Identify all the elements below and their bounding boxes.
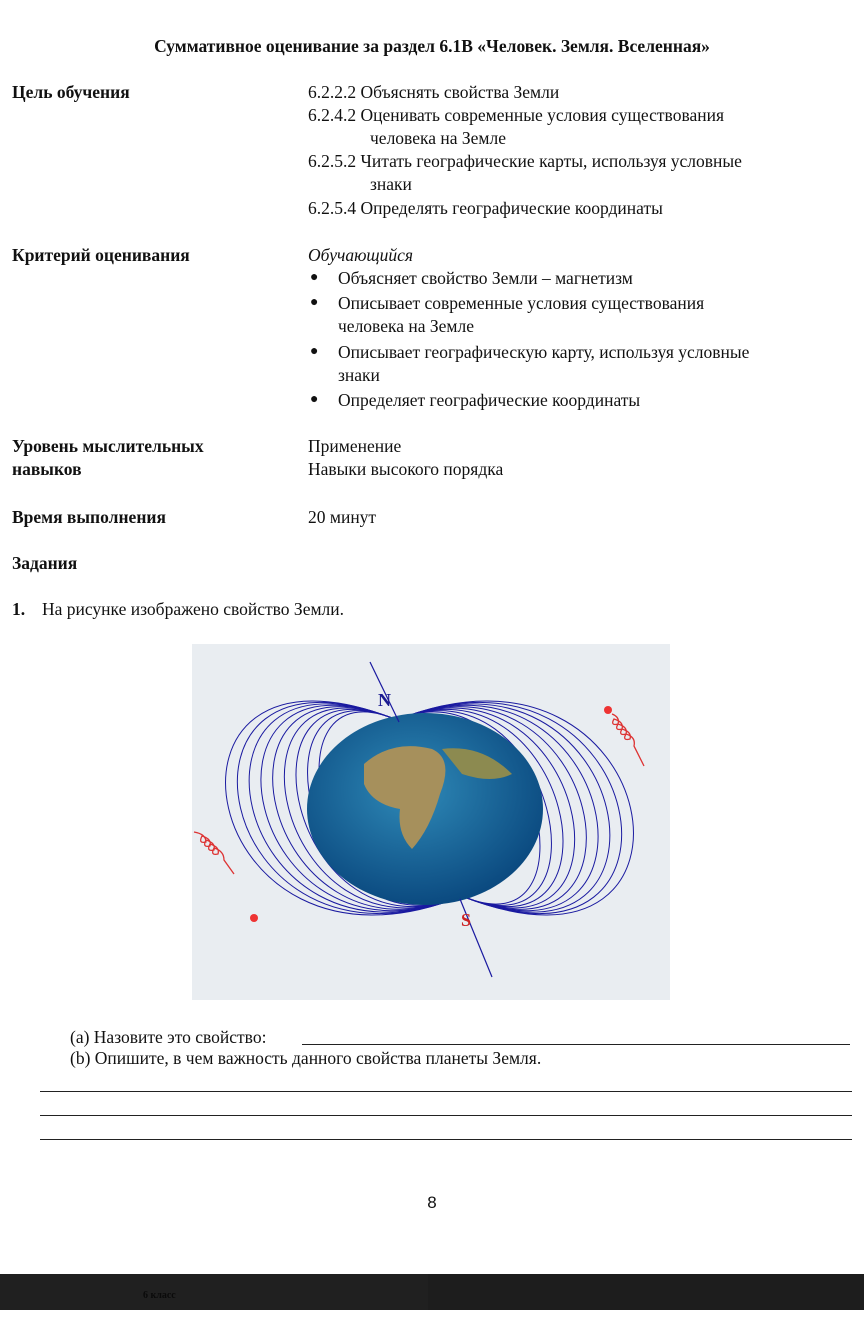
tasks-heading: Задания <box>12 553 78 573</box>
page-number: 8 <box>427 1193 437 1212</box>
answer-line-b[interactable] <box>40 1115 852 1116</box>
goal-item: человека на Земле <box>370 128 506 148</box>
goal-item: 6.2.4.2 Оценивать современные условия существования <box>308 105 725 125</box>
criteria-item: Описывает современные условия существования <box>338 293 705 313</box>
criteria-item: Определяет географические координаты <box>338 390 641 410</box>
criteria-item: Описывает географическую карту, используя условные <box>338 342 750 362</box>
goal-label: Цель обучения <box>12 82 130 102</box>
level-label: навыков <box>12 459 82 479</box>
answer-line-b[interactable] <box>40 1139 852 1140</box>
criteria-item: знаки <box>338 365 380 385</box>
goal-item: 6.2.5.4 Определять географические координаты <box>308 198 663 218</box>
page-title: Суммативное оценивание за раздел 6.1В «Человек. Земля. Вселенная» <box>154 36 710 56</box>
question-a: (a) Назовите это свойство: <box>70 1027 267 1047</box>
goal-item: 6.2.5.2 Читать географические карты, используя условные <box>308 151 742 171</box>
particle-spiral-icon <box>194 832 234 874</box>
south-label: S <box>461 910 472 930</box>
level-value: Применение <box>308 436 402 456</box>
time-value: 20 минут <box>308 507 377 527</box>
answer-line-a[interactable] <box>302 1044 850 1045</box>
bullet: ● <box>310 270 319 285</box>
bullet: ● <box>310 295 319 310</box>
bullet: ● <box>310 344 319 359</box>
task-number: 1. <box>12 599 26 619</box>
criteria-item: человека на Земле <box>338 316 474 336</box>
footer-bar <box>0 1274 864 1310</box>
criteria-intro: Обучающийся <box>308 245 414 265</box>
earth-magnetic-field-figure <box>192 644 670 1000</box>
north-label: N <box>378 690 391 710</box>
particle-spiral-icon <box>612 714 644 766</box>
question-b: (b) Опишите, в чем важность данного свойства планеты Земля. <box>70 1048 542 1068</box>
goal-item: знаки <box>370 174 412 194</box>
level-value: Навыки высокого порядка <box>308 459 504 479</box>
goal-item: 6.2.2.2 Объяснять свойства Земли <box>308 82 560 102</box>
task-text: На рисунке изображено свойство Земли. <box>42 599 345 619</box>
answer-line-b[interactable] <box>40 1091 852 1092</box>
footer-grade: 6 класс <box>143 1290 176 1301</box>
level-label: Уровень мыслительных <box>12 436 204 456</box>
time-label: Время выполнения <box>12 507 166 527</box>
bullet: ● <box>310 392 319 407</box>
criteria-item: Объясняет свойство Земли – магнетизм <box>338 268 633 288</box>
criteria-label: Критерий оценивания <box>12 245 190 265</box>
